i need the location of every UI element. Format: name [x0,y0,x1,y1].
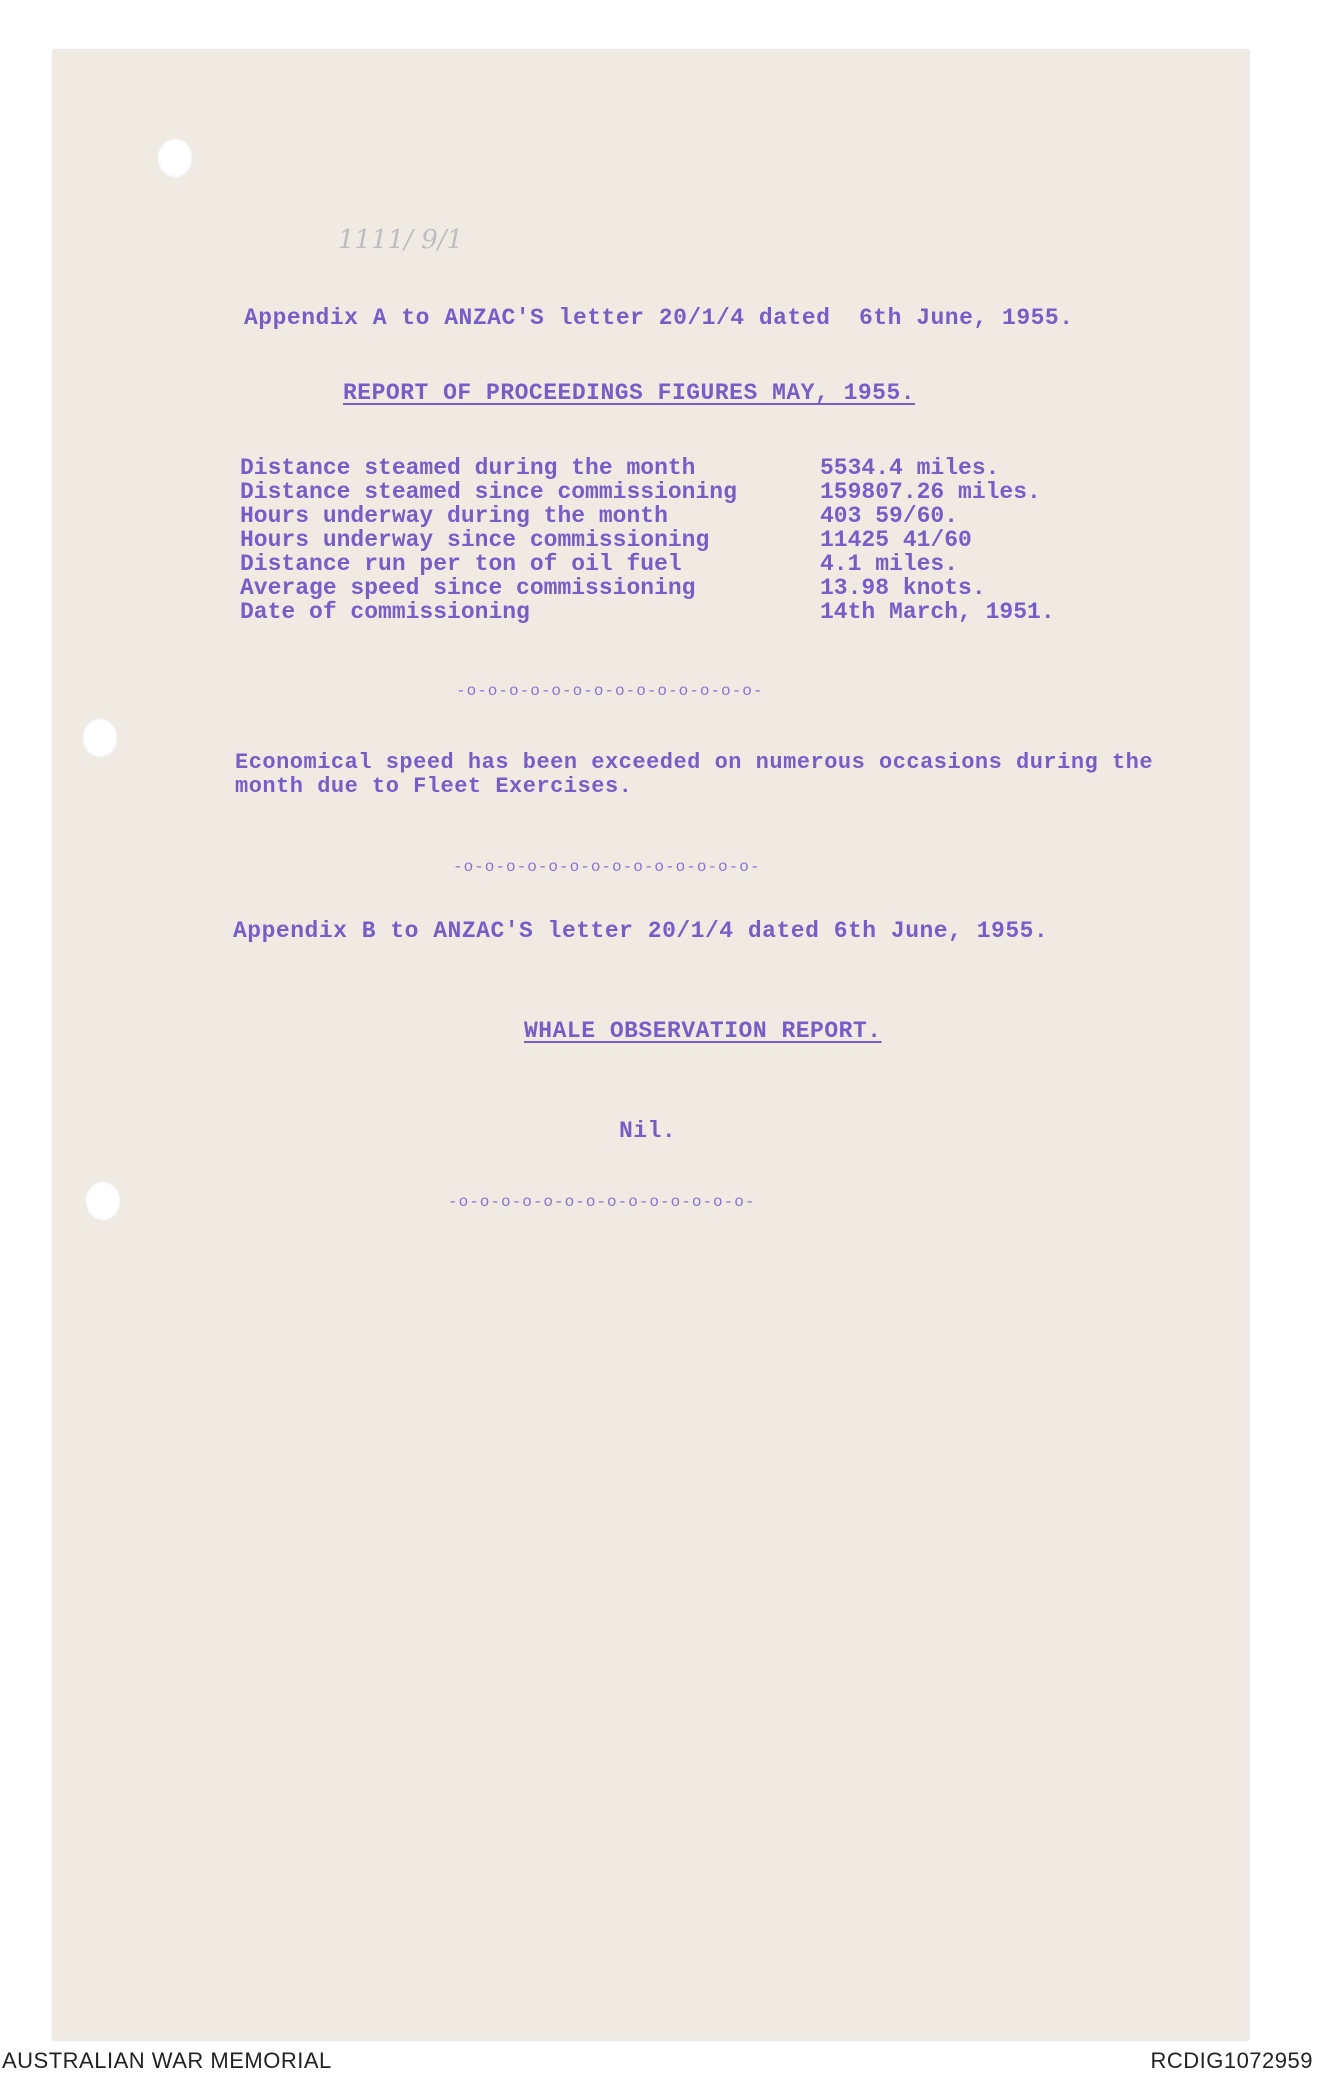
stat-row [240,504,1100,528]
stat-label: Distance steamed since commissioning [240,479,737,505]
stat-label: Hours underway during the month [240,503,668,529]
footer-record-id: RCDIG1072959 [1150,2048,1313,2073]
punch-hole-bottom [85,1181,121,1221]
appendix-a-heading: Appendix A to ANZAC'S letter 20/1/4 dated 6th June, 1955. [244,305,1074,331]
economical-note-line1: Economical speed has been exceeded on numerous occasions during the [235,750,1154,775]
footer-archive-name: AUSTRALIAN WAR MEMORIAL [2,2048,332,2073]
stat-row [240,528,1100,552]
punch-hole-top [157,138,193,178]
stat-label: Distance steamed during the month [240,455,696,481]
economical-note-line2: month due to Fleet Exercises. [235,774,633,799]
stat-label: Date of commissioning [240,599,530,625]
punch-hole-middle [82,718,118,758]
stat-row [240,576,1100,600]
stat-label: Average speed since commissioning [240,575,696,601]
appendix-b-heading: Appendix B to ANZAC'S letter 20/1/4 dated 6th June, 1955. [233,918,1049,944]
stat-row [240,552,1100,576]
stat-row [240,600,1100,624]
stat-value: 11425 41/60 [820,527,972,553]
report-title: REPORT OF PROCEEDINGS FIGURES MAY, 1955. [343,380,916,406]
stat-value: 4.1 miles. [820,551,959,577]
stat-value: 13.98 knots. [820,575,986,601]
stat-label: Hours underway since commissioning [240,527,710,553]
stat-value: 5534.4 miles. [820,455,1000,481]
stat-label: Distance run per ton of oil fuel [240,551,682,577]
section-divider: -o-o-o-o-o-o-o-o-o-o-o-o-o-o- [456,682,764,700]
stat-value: 159807.26 miles. [820,479,1041,505]
stat-row [240,456,1100,480]
whale-report-title: WHALE OBSERVATION REPORT. [524,1018,882,1044]
proceedings-figures-table [240,456,1100,624]
section-divider: -o-o-o-o-o-o-o-o-o-o-o-o-o-o- [453,858,761,876]
stat-row [240,480,1100,504]
stat-value: 14th March, 1951. [820,599,1055,625]
whale-report-body: Nil. [619,1118,677,1144]
stat-value: 403 59/60. [820,503,959,529]
document-page [53,50,1249,2040]
pencil-annotation: 1111/ 9/1 [338,225,464,255]
section-divider: -o-o-o-o-o-o-o-o-o-o-o-o-o-o- [448,1193,756,1211]
